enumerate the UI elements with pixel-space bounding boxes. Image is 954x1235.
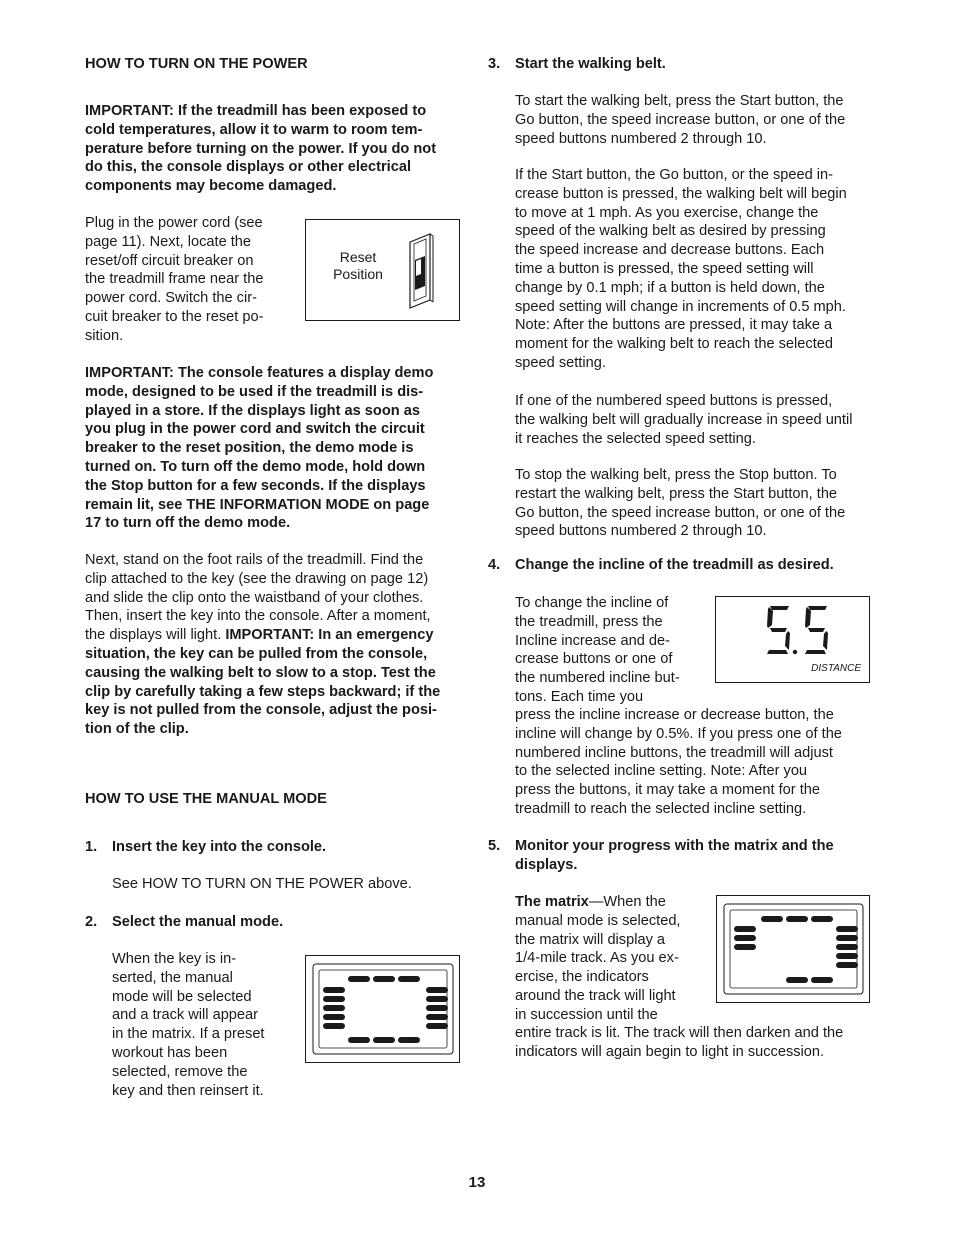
step3-p4-line: speed buttons numbered 2 through 10. xyxy=(515,523,767,540)
step3-p2-line: speed of the walking belt as desired by pressing xyxy=(515,223,826,240)
step4-long-line: incline will change by 0.5%. If you press one of the xyxy=(515,725,842,742)
important2-line: the Stop button for a few seconds. If the displays xyxy=(85,477,426,494)
matrix-short-line: 1/4-mile track. As you ex- xyxy=(515,950,679,967)
reset-label-line1: Reset xyxy=(339,249,377,265)
step2-number: 2. xyxy=(85,914,98,930)
step5-number: 5. xyxy=(488,838,501,854)
step3-p1-line: speed buttons numbered 2 through 10. xyxy=(515,130,767,147)
circuit-breaker-icon xyxy=(400,232,440,310)
matrix-short-line: manual mode is selected, xyxy=(515,912,681,929)
important2-line: you plug in the power cord and switch the circuit xyxy=(85,421,425,438)
important2-line: remain lit, see THE INFORMATION MODE on page xyxy=(85,496,430,513)
foot-rails-line: Then, insert the key into the console. After a moment, xyxy=(85,608,431,625)
foot-rails-bold-line: tion of the clip. xyxy=(85,721,189,738)
step4-short-line: crease buttons or one of xyxy=(515,651,673,668)
foot-rails-bold-line: clip by carefully taking a few steps backward; if the xyxy=(85,683,441,700)
important1-line: do this, the console displays or other electrical xyxy=(85,159,412,176)
step4-long-text xyxy=(515,706,885,819)
matrix-short-line: the matrix will display a xyxy=(515,931,666,948)
step3-p1-line: Go button, the speed increase button, or one of the xyxy=(515,111,846,128)
step3-para2 xyxy=(515,166,885,373)
plug-line: power cord. Switch the cir- xyxy=(85,290,257,307)
step3-p3-line: the walking belt will gradually increase in speed until xyxy=(515,411,853,428)
step4-long-line: press the buttons, it may take a moment for the xyxy=(515,782,820,799)
step3-p4-line: Go button, the speed increase button, or one of the xyxy=(515,504,846,521)
step4-short-line: the treadmill, press the xyxy=(515,613,663,630)
step3-p2-line: Note: After the buttons are pressed, it may take a xyxy=(515,317,833,334)
digit-five-1 xyxy=(767,606,790,654)
foot-rails-normal: the displays will light. xyxy=(85,627,226,644)
reset-position-figure xyxy=(305,219,460,321)
step1-heading: Insert the key into the console. xyxy=(112,839,327,855)
step3-p2-line: If the Start button, the Go button, or the speed in- xyxy=(515,167,834,183)
step4-short-line: Incline increase and de- xyxy=(515,632,670,649)
step5-heading xyxy=(515,837,885,875)
reset-label xyxy=(324,249,392,283)
step3-para4 xyxy=(515,466,885,541)
foot-rails-bold-line: causing the walking belt to slow to a stop. Test the xyxy=(85,664,436,681)
matrix-track-display xyxy=(306,956,459,1062)
step3-para1 xyxy=(515,92,885,148)
foot-rails-line: clip attached to the key (see the drawing on page 12) xyxy=(85,570,429,587)
important1-line: perature before turning on the power. If you do not xyxy=(85,140,437,157)
step2-line: mode will be selected xyxy=(112,988,252,1005)
matrix-long-text xyxy=(515,1024,885,1062)
matrix-short-line: in succession until the xyxy=(515,1006,658,1023)
step4-short-line: To change the incline of xyxy=(515,595,669,611)
matrix-long-line: entire track is lit. The track will then darken and the xyxy=(515,1025,844,1041)
step4-short-line: tons. Each time you xyxy=(515,688,644,705)
step1-text: See HOW TO TURN ON THE POWER above. xyxy=(112,876,412,892)
matrix-short-line: ercise, the indicators xyxy=(515,969,649,986)
important2-line: mode, designed to be used if the treadmill is dis- xyxy=(85,383,424,400)
step4-long-line: to the selected incline setting. Note: After you xyxy=(515,763,808,780)
step4-long-line: treadmill to reach the selected incline setting. xyxy=(515,800,807,817)
foot-rails-line: and slide the clip onto the waistband of your clothes. xyxy=(85,589,424,606)
step3-number: 3. xyxy=(488,56,501,72)
important2-line: played in a store. If the displays light as soon as xyxy=(85,402,420,419)
important2-line: 17 to turn off the demo mode. xyxy=(85,515,291,532)
step4-long-line: numbered incline buttons, the treadmill will adjust xyxy=(515,744,833,761)
matrix-short-line: around the track will light xyxy=(515,987,676,1004)
step4-short-line: the numbered incline but- xyxy=(515,670,680,687)
step4-number: 4. xyxy=(488,557,501,573)
matrix-long-line: indicators will again begin to light in succession. xyxy=(515,1043,825,1060)
step3-p2-line: moment for the walking belt to reach the selected xyxy=(515,336,833,353)
step5-head-line: displays. xyxy=(515,856,578,873)
foot-rails-bold-line: key is not pulled from the console, adjust the posi- xyxy=(85,702,437,719)
step3-p2-line: speed setting. xyxy=(515,354,606,371)
step3-p2-line: the speed increase and decrease buttons. Each xyxy=(515,242,825,259)
matrix-short-text xyxy=(515,893,715,1025)
step2-text xyxy=(112,950,292,1100)
important1-line: IMPORTANT: If the treadmill has been exposed to xyxy=(85,103,427,119)
important1-line: components may become damaged. xyxy=(85,178,337,195)
plug-line: page 11). Next, locate the xyxy=(85,233,252,250)
matrix-bold: The matrix xyxy=(515,894,589,910)
step3-heading: Start the walking belt. xyxy=(515,56,666,72)
foot-rails-emergency: IMPORTANT: In an emergency xyxy=(225,627,434,644)
step2-line: workout has been xyxy=(112,1044,228,1061)
matrix-partial-track-display xyxy=(717,896,869,1002)
foot-rails-mixed-line xyxy=(85,626,475,645)
step4-heading: Change the incline of the treadmill as desired. xyxy=(515,557,834,573)
step3-p3-line: If one of the numbered speed buttons is pressed, xyxy=(515,393,833,409)
foot-rails-bold-line: situation, the key can be pulled from the console, xyxy=(85,645,428,662)
step3-p2-line: speed setting will change in increments of 0.5 mph. xyxy=(515,298,846,315)
step2-line: and a track will appear xyxy=(112,1007,259,1024)
step4-long-line: press the incline increase or decrease button, the xyxy=(515,707,834,723)
step2-line: serted, the manual xyxy=(112,969,233,986)
reset-label-line2: Position xyxy=(333,266,383,282)
seven-segment-display xyxy=(761,603,841,657)
step3-p4-line: restart the walking belt, press the Start button, the xyxy=(515,485,838,502)
plug-line: cuit breaker to the reset po- xyxy=(85,308,264,325)
step3-p2-line: change by 0.1 mph; if a button is held down, the xyxy=(515,279,825,296)
important2-line: turned on. To turn off the demo mode, hold down xyxy=(85,458,426,475)
manual-heading: HOW TO USE THE MANUAL MODE xyxy=(85,791,327,807)
step3-p2-line: time a button is pressed, the speed setting will xyxy=(515,260,814,277)
power-heading: HOW TO TURN ON THE POWER xyxy=(85,56,308,72)
plug-line: the treadmill frame near the xyxy=(85,271,264,288)
step3-para3 xyxy=(515,392,885,448)
page-number: 13 xyxy=(468,1174,486,1191)
distance-display-figure xyxy=(715,596,870,683)
plug-in-text xyxy=(85,214,290,346)
step4-short-text xyxy=(515,594,710,707)
step3-p1-line: To start the walking belt, press the Start button, the xyxy=(515,93,844,109)
important2-line: breaker to the reset position, the demo mode is xyxy=(85,440,414,457)
matrix-figure-right xyxy=(716,895,870,1003)
plug-line: Plug in the power cord (see xyxy=(85,215,263,231)
distance-label: DISTANCE xyxy=(811,663,861,674)
step3-p2-line: crease button is pressed, the walking belt will begin xyxy=(515,185,847,202)
step2-line: selected, remove the xyxy=(112,1063,248,1080)
step3-p4-line: To stop the walking belt, press the Stop button. To xyxy=(515,467,837,483)
step2-line: When the key is in- xyxy=(112,951,237,967)
step3-p2-line: to move at 1 mph. As you exercise, change the xyxy=(515,204,819,221)
matrix-first: —When the xyxy=(588,894,666,910)
step2-line: in the matrix. If a preset xyxy=(112,1026,265,1043)
step3-p3-line: it reaches the selected speed setting. xyxy=(515,430,756,447)
matrix-first-line xyxy=(515,893,715,912)
step2-line: key and then reinsert it. xyxy=(112,1082,264,1099)
matrix-figure-left xyxy=(305,955,460,1063)
plug-line: sition. xyxy=(85,327,124,344)
digit-five-2 xyxy=(805,606,828,654)
plug-line: reset/off circuit breaker on xyxy=(85,252,254,269)
important1-line: cold temperatures, allow it to warm to room tem- xyxy=(85,121,423,138)
step5-head-line: Monitor your progress with the matrix and the xyxy=(515,838,834,854)
step1-number: 1. xyxy=(85,839,98,855)
foot-rails-text xyxy=(85,551,475,739)
important2-line: IMPORTANT: The console features a display demo xyxy=(85,365,434,381)
step2-heading: Select the manual mode. xyxy=(112,914,284,930)
important-demo-note xyxy=(85,364,475,533)
important-warm-note xyxy=(85,102,475,196)
foot-rails-line: Next, stand on the foot rails of the treadmill. Find the xyxy=(85,552,424,568)
